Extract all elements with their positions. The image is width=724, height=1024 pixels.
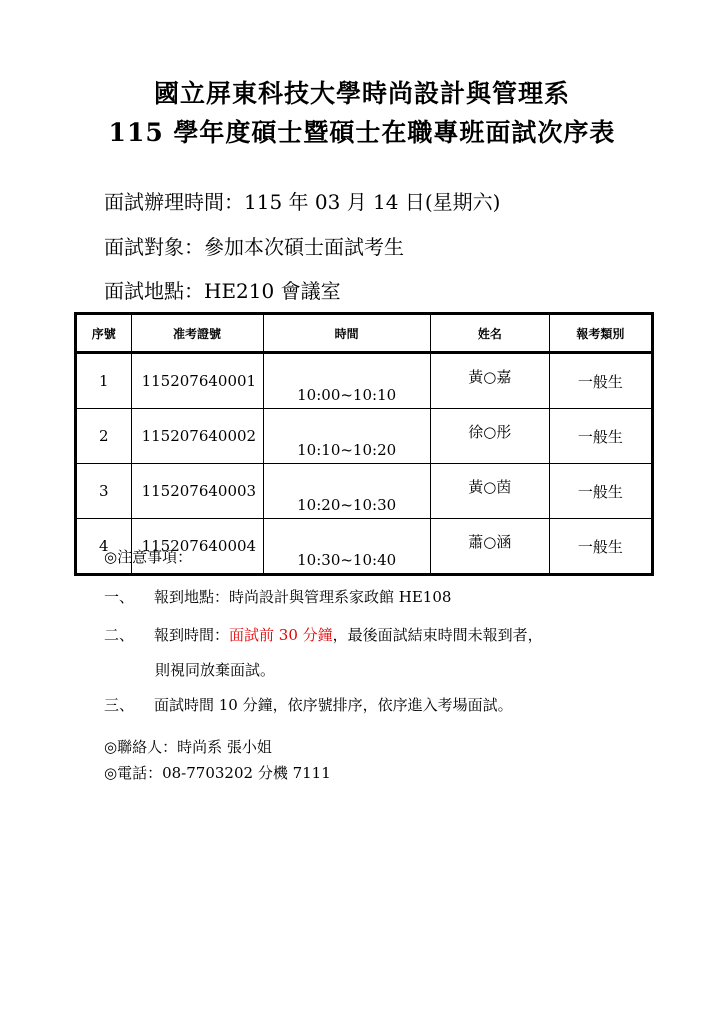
cell-time: 10:00~10:10: [263, 353, 430, 409]
info-target: 面試對象：參加本次碩士面試考生: [104, 235, 404, 259]
cell-name: 蕭○涵: [430, 519, 549, 575]
contact-phone: ◎電話：08-7703202 分機 7111: [104, 764, 331, 782]
cell-no: 2: [76, 409, 132, 464]
title-line-2: 115 學年度碩士暨碩士在職專班面試次序表: [108, 118, 616, 147]
cell-time: 10:10~10:20: [263, 409, 430, 464]
cell-category: 一般生: [549, 409, 652, 464]
title-line-1: 國立屏東科技大學時尚設計與管理系: [153, 79, 570, 108]
cell-name: 黃○茵: [430, 464, 549, 519]
schedule-table: [74, 312, 654, 576]
note-item-2-continuation: 則視同放棄面試。: [155, 661, 276, 679]
cell-name: 黃○嘉: [430, 353, 549, 409]
header-category: 報考類別: [549, 314, 652, 353]
cell-category: 一般生: [549, 464, 652, 519]
header-time: 時間: [263, 314, 430, 353]
note-item-1-text: 報到地點：時尚設計與管理系家政館 HE108: [154, 588, 452, 606]
note-item-1-label: 一、: [104, 588, 135, 606]
cell-category: 一般生: [549, 519, 652, 575]
table-row: [76, 409, 653, 464]
contact-person: ◎聯絡人：時尚系 張小姐: [104, 738, 272, 756]
notes-heading: ◎注意事項：: [104, 548, 193, 566]
info-time: 面試辦理時間：115 年 03 月 14 日(星期六): [104, 190, 501, 214]
cell-no: 4: [76, 519, 132, 575]
cell-name: 徐○彤: [430, 409, 549, 464]
note-item-2-prefix: 報到時間：: [154, 626, 230, 644]
header-exam-id: 准考證號: [131, 314, 263, 353]
cell-no: 1: [76, 353, 132, 409]
header-no: 序號: [76, 314, 132, 353]
note-item-2-highlight: 面試前 30 分鐘: [229, 626, 333, 644]
cell-exam-id: 115207640001: [131, 353, 263, 409]
note-item-3: [104, 694, 513, 715]
cell-exam-id: 115207640004: [131, 519, 263, 575]
cell-exam-id: 115207640003: [131, 464, 263, 519]
table-row: [76, 464, 653, 519]
info-location: 面試地點：HE210 會議室: [104, 279, 341, 303]
cell-category: 一般生: [549, 353, 652, 409]
cell-no: 3: [76, 464, 132, 519]
table-row: [76, 353, 653, 409]
note-item-1: [104, 586, 451, 607]
note-item-2: [104, 624, 543, 645]
note-item-3-text: 面試時間 10 分鐘，依序號排序，依序進入考場面試。: [154, 696, 513, 714]
note-item-2-label: 二、: [104, 626, 135, 644]
table-header-row: [76, 314, 653, 353]
header-name: 姓名: [430, 314, 549, 353]
cell-exam-id: 115207640002: [131, 409, 263, 464]
cell-time: 10:30~10:40: [263, 519, 430, 575]
cell-time: 10:20~10:30: [263, 464, 430, 519]
note-item-2-suffix: ，最後面試結束時間未報到者，: [332, 626, 543, 644]
note-item-3-label: 三、: [104, 696, 135, 714]
